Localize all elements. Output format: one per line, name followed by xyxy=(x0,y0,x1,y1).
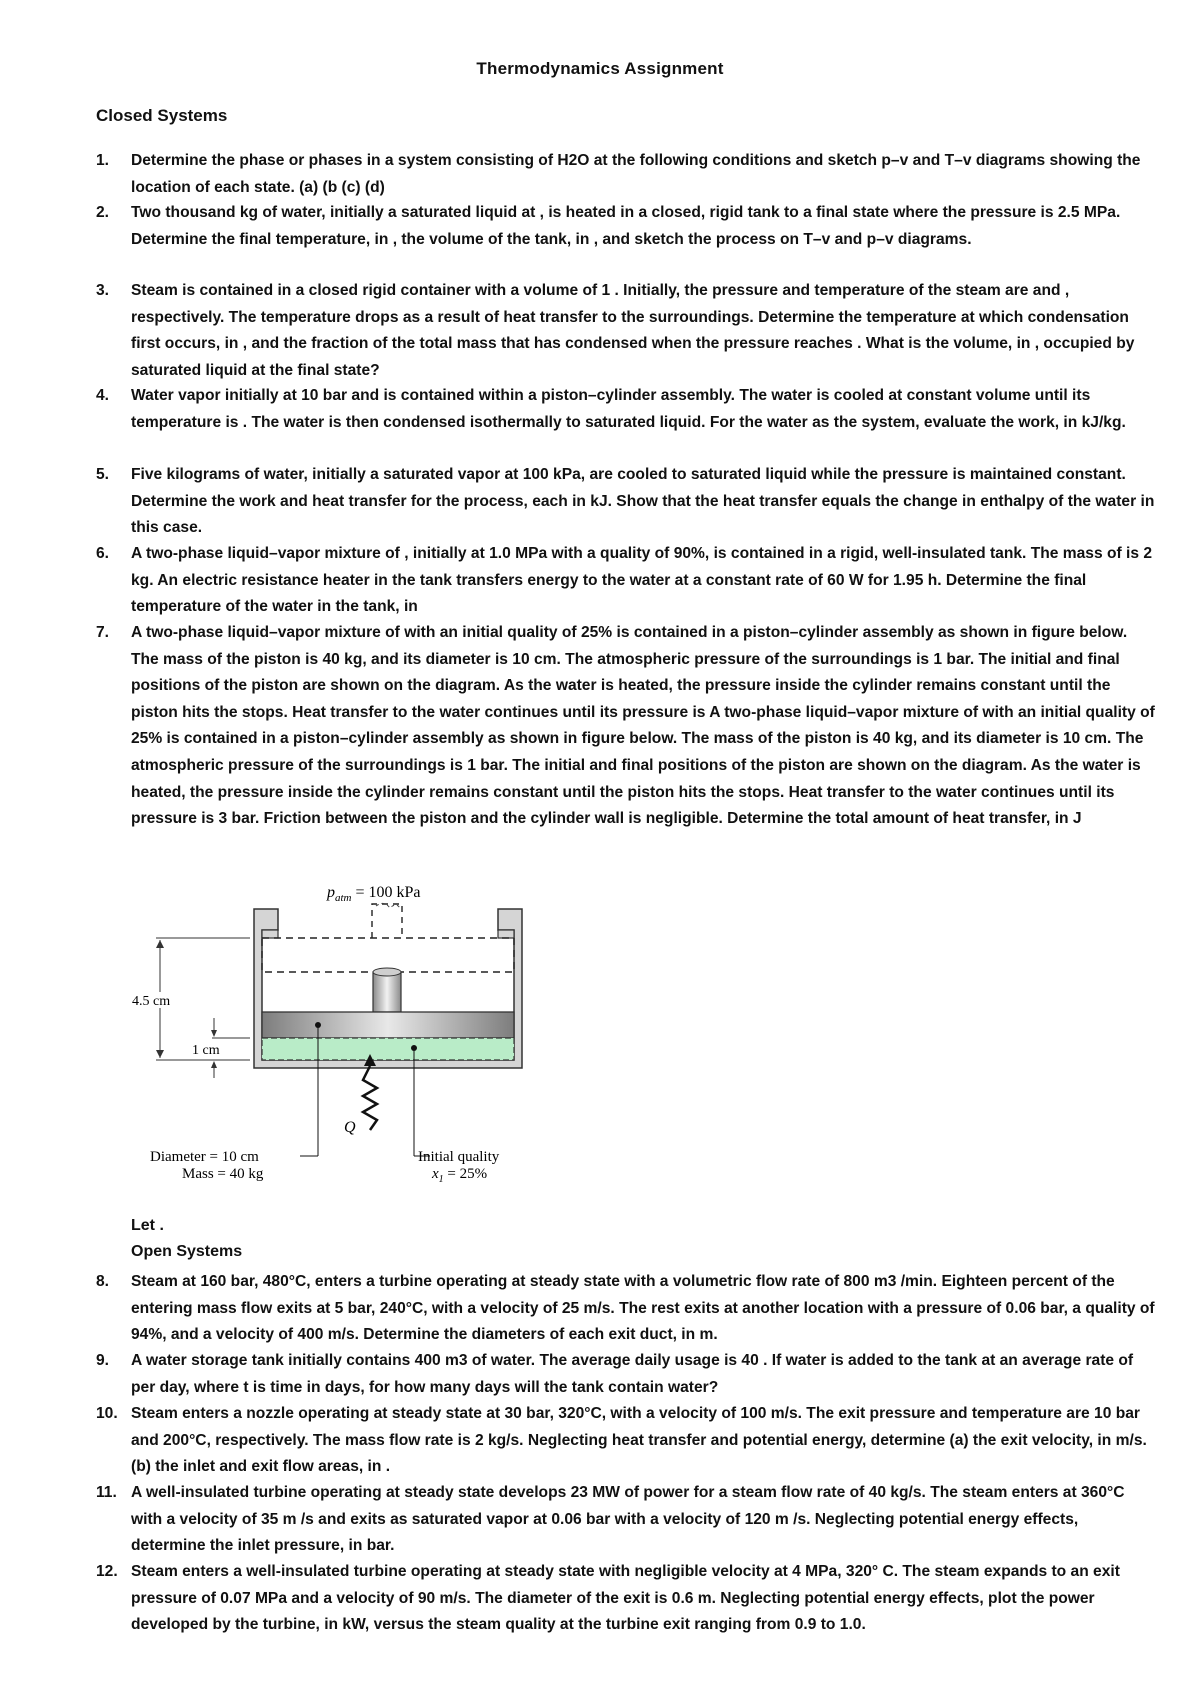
question-item xyxy=(96,620,1156,833)
question-item xyxy=(96,1401,1156,1481)
piston xyxy=(262,1012,514,1038)
quality-label: Initial quality xyxy=(418,1149,500,1165)
question-item xyxy=(96,1559,1156,1639)
question-number: 11. xyxy=(96,1484,117,1501)
piston-cylinder-figure xyxy=(130,878,580,1214)
page-title: Thermodynamics Assignment xyxy=(476,59,724,78)
heat-transfer-arrow xyxy=(363,1066,377,1130)
final-rod-outline xyxy=(372,904,402,938)
question-text: Steam is contained in a closed rigid container with a volume of 1 . Initially, the pressure and temperature of the steam are and , respectively. The temperature drops as a result of heat transfer to the surroundings. Determine the temperature at which condensation first occurs, in , and the fraction of the total mass that has condensed when the pressure reaches . What is the volume, in , occupied by saturated liquid at the final state? xyxy=(131,282,1135,379)
question-item xyxy=(96,383,1156,436)
water-height-label: 1 cm xyxy=(192,1043,220,1058)
patm-label: $p_{atm} = 100$ kPa xyxy=(327,884,421,904)
quality-value: $x_1 = 25\%$ xyxy=(432,1166,488,1185)
right-stop xyxy=(498,930,514,938)
piston-rod-top xyxy=(373,968,401,976)
dim-1cm-arrow-top xyxy=(211,1030,217,1037)
question-item xyxy=(96,541,1156,621)
heat-q-label: Q xyxy=(344,1119,356,1136)
piston-rod xyxy=(373,972,401,1012)
let-statement: Let . xyxy=(131,1217,164,1234)
question-item xyxy=(96,1480,1156,1560)
question-text: Steam enters a well-insulated turbine operating at steady state with negligible velocity at 4 MPa, 320° C. The steam expands to an exit pressure of 0.07 MPa and a velocity of 90 m/s. The diameter of the exit is 0.6 m. Neglecting potential energy effects, plot the power developed by the turbine, in kW, versus the steam quality at the turbine exit ranging from 0.9 to 1.0. xyxy=(131,1563,1120,1634)
question-text: Steam enters a nozzle operating at steady state at 30 bar, 320°C, with a velocity of 100 m/s. The exit pressure and temperature are 10 bar and 200°C, respectively. The mass flow rate is 2 kg/s. Neglecting heat transfer and potential energy, determine (a) the exit velocity, in m/s. (b) the inlet and exit flow areas, in . xyxy=(131,1405,1147,1476)
question-item xyxy=(96,200,1156,253)
question-item xyxy=(96,148,1156,201)
question-number: 10. xyxy=(96,1405,118,1422)
question-text: A two-phase liquid–vapor mixture of with an initial quality of 25% is contained in a piston–cylinder assembly as shown in figure below. The mass of the piston is 40 kg, and its diameter is 10 cm. The atmospheric pressure of the surroundings is 1 bar. The initial and final positions of the piston are shown on the diagram. As the water is heated, the pressure inside the cylinder remains constant until the piston hits the stops. Heat transfer to the water continues until its pressure is A two-phase liquid–vapor mixture of with an initial quality of 25% is contained in a piston–cylinder assembly as shown in figure below. The mass of the piston is 40 kg, and its diameter is 10 cm. The atmospheric pressure of the surroundings is 1 bar. The initial and final positions of the piston are shown on the diagram. As the water is heated, the pressure inside the cylinder remains constant until the piston hits the stops. Heat transfer to the water continues until its pressure is 3 bar. Friction between the piston and the cylinder wall is negligible. Determine the total amount of heat transfer, in J xyxy=(131,624,1155,828)
question-text: A well-insulated turbine operating at steady state develops 23 MW of power for a steam flow rate of 40 kg/s. The steam enters at 360°C with a velocity of 35 m /s and exits as saturated vapor at 0.06 bar with a velocity of 120 m /s. Neglecting potential energy effects, determine the inlet pressure, in bar. xyxy=(131,1484,1125,1555)
height-label: 4.5 cm xyxy=(132,994,171,1009)
mass-label: Mass = 40 kg xyxy=(182,1166,264,1182)
question-number: 4. xyxy=(96,387,110,404)
question-text: Determine the phase or phases in a system consisting of H2O at the following conditions and sketch p–v and T–v diagrams showing the location of each state. (a) (b (c) (d) xyxy=(131,152,1141,196)
question-item xyxy=(96,1269,1156,1349)
question-number: 12. xyxy=(96,1563,118,1580)
question-text: Steam at 160 bar, 480°C, enters a turbine operating at steady state with a volumetric flow rate of 800 m3 /min. Eighteen percent of the entering mass flow exits at 5 bar, 240°C, with a velocity of 25 m/s. The rest exits at another location with a pressure of 0.06 bar, a quality of 94%, and a velocity of 400 m/s. Determine the diameters of each exit duct, in m. xyxy=(131,1273,1155,1344)
question-item xyxy=(96,462,1156,542)
final-piston-outline xyxy=(262,938,514,972)
question-number: 9. xyxy=(96,1352,110,1369)
question-item xyxy=(96,1348,1156,1401)
dim-45-arrow-bottom xyxy=(156,1050,164,1058)
section-heading-closed: Closed Systems xyxy=(96,106,228,125)
question-number: 5. xyxy=(96,466,110,483)
left-stop xyxy=(262,930,278,938)
water-layer xyxy=(262,1038,514,1060)
question-text: Two thousand kg of water, initially a saturated liquid at , is heated in a closed, rigid tank to a final state where the pressure is 2.5 MPa. Determine the final temperature, in , the volume of the tank, in , and sketch the process on T–v and p–v diagrams. xyxy=(131,204,1121,248)
question-number: 2. xyxy=(96,204,110,221)
section-heading-open: Open Systems xyxy=(131,1243,243,1260)
question-number: 1. xyxy=(96,152,110,169)
question-text: A two-phase liquid–vapor mixture of , initially at 1.0 MPa with a quality of 90%, is contained in a rigid, well-insulated tank. The mass of is 2 kg. An electric resistance heater in the tank transfers energy to the water at a constant rate of 60 W for 1.95 h. Determine the final temperature of the water in the tank, in xyxy=(131,545,1153,616)
question-number: 3. xyxy=(96,282,110,299)
diameter-label: Diameter = 10 cm xyxy=(150,1149,259,1165)
question-text: Five kilograms of water, initially a saturated vapor at 100 kPa, are cooled to saturated liquid while the pressure is maintained constant. Determine the work and heat transfer for the process, each in kJ. Show that the heat transfer equals the change in enthalpy of the water in this case. xyxy=(131,466,1155,537)
question-text: A water storage tank initially contains 400 m3 of water. The average daily usage is 40 . If water is added to the tank at an average rate of per day, where t is time in days, for how many days will the tank contain water? xyxy=(131,1352,1134,1396)
dim-1cm-arrow-bottom xyxy=(211,1061,217,1068)
question-number: 6. xyxy=(96,545,110,562)
dim-45-arrow-top xyxy=(156,940,164,948)
question-text: Water vapor initially at 10 bar and is contained within a piston–cylinder assembly. The water is cooled at constant volume until its temperature is . The water is then condensed isothermally to saturated liquid. For the water as the system, evaluate the work, in kJ/kg. xyxy=(131,387,1126,431)
question-number: 7. xyxy=(96,624,110,641)
question-item xyxy=(96,278,1156,384)
question-number: 8. xyxy=(96,1273,110,1290)
